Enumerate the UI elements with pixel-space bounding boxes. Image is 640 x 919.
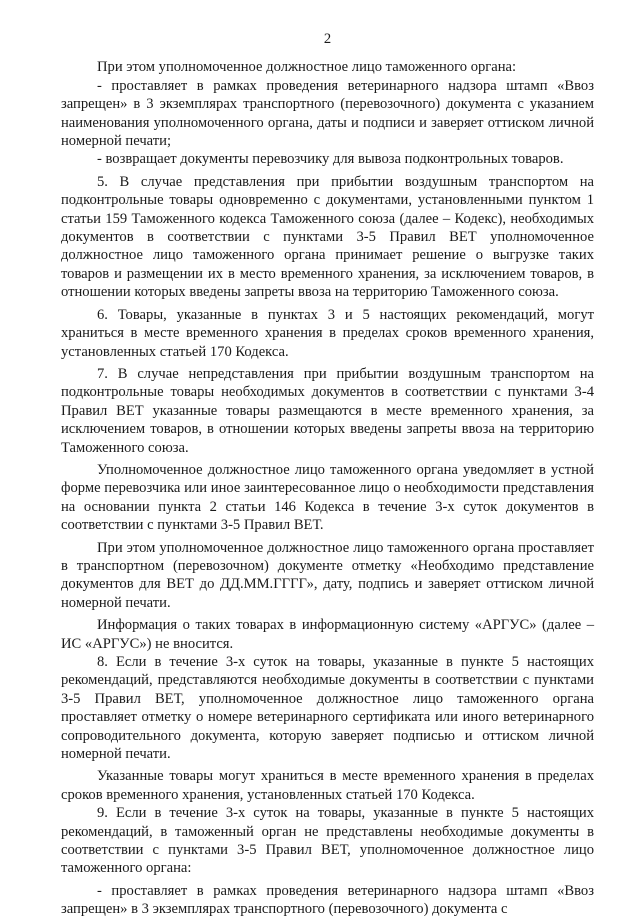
paragraph-7: 7. В случае непредставления при прибытии воздушным транспортом на подконтрольные товары необходимых документов в соответствии с пунктами 3-4 Правил ВЕТ указанные товары размещаются в месте временного хранения, за исключением товаров, в отношении которых введены запреты ввоза на территорию Таможенного союза. (61, 365, 594, 456)
paragraph-6: 6. Товары, указанные в пунктах 3 и 5 настоящих рекомендаций, могут храниться в месте временного хранения в пределах сроков временного хранения, установленных статьей 170 Кодекса. (61, 306, 594, 360)
paragraph-return-item: - возвращает документы перевозчику для вывоза подконтрольных товаров. (97, 151, 564, 168)
document-page (61, 30, 594, 919)
paragraph-5: 5. В случае представления при прибытии воздушным транспортом на подконтрольные товары одновременно с документами, установленными пунктом 1 статьи 159 Таможенного кодекса Таможенного союза (далее – Кодекс), необходимых документов в соответствии с пунктами 3-5 Правил ВЕТ уполномоченное должностное лицо таможенного органа принимает решение о выгрузке таких товаров и размещении их в место временного хранения, за исключением товаров, в отношении которых введены запреты ввоза на территорию Таможенного союза. (61, 173, 594, 301)
paragraph-stamp-item: - проставляет в рамках проведения ветеринарного надзора штамп «Ввоз запрещен» в 3 экземплярах транспортного (перевозочного) документа с указанием наименования уполномоченного органа, даты и подписи и заверяет оттиском личной номерной печати; (61, 77, 594, 150)
paragraph-7-notify: Уполномоченное должностное лицо таможенного органа уведомляет в устной форме перевозчика или иное заинтересованное лицо о необходимости представления на основании пункта 2 статьи 146 Кодекса в течение 3-х суток документов в соответствии с пунктами 3-5 Правил ВЕТ. (61, 461, 594, 534)
paragraph-7-mark: При этом уполномоченное должностное лицо таможенного органа проставляет в транспортном (перевозочном) документе отметку «Необходимо представление документов для ВЕТ до ДД.ММ.ГГГГ», дату, подпись и заверяет оттиском личной номерной печати. (61, 539, 594, 611)
paragraph-7-argus: Информация о таких товарах в информационную систему «АРГУС» (далее – ИС «АРГУС») не вносится. (61, 617, 594, 652)
page-number: 2 (323, 31, 332, 47)
paragraph-9-stamp-item: - проставляет в рамках проведения ветеринарного надзора штамп «Ввоз запрещен» в 3 экземплярах транспортного (перевозочного) документа с (61, 882, 594, 918)
paragraph-8: 8. Если в течение 3-х суток на товары, указанные в пункте 5 настоящих рекомендаций, представляются необходимые документы в соответствии с пунктами 3-5 Правил ВЕТ, уполномоченное должностное лицо таможенного органа проставляет отметку о номере ветеринарного сертификата или иного ветеринарного сопроводительного документа, которую заверяет подписью и оттиском личной номерной печати. (61, 654, 594, 763)
paragraph-8-storage: Указанные товары могут храниться в месте временного хранения в пределах сроков временного хранения, установленных статьей 170 Кодекса. (61, 768, 594, 803)
paragraph-9: 9. Если в течение 3-х суток на товары, указанные в пункте 5 настоящих рекомендаций, в таможенный орган не представлены необходимые документы в соответствии с пунктами 3-5 Правил ВЕТ, уполномоченное должностное лицо таможенного органа: (61, 805, 594, 877)
paragraph-intro: При этом уполномоченное должностное лицо таможенного органа: (97, 59, 517, 76)
